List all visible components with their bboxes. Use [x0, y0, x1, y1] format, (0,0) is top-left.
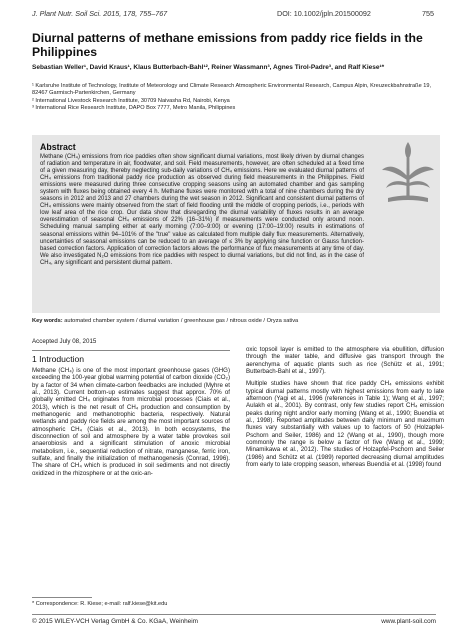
footer-divider	[32, 614, 436, 615]
affiliation-3: ³ International Rice Research Institute, DAPO Box 7777, Metro Manila, Philippines	[32, 105, 236, 112]
footnote-divider	[32, 597, 92, 598]
doi[interactable]: DOI: 10.1002/jpln.201500092	[277, 9, 371, 18]
journal-citation: J. Plant Nutr. Soil Sci. 2015, 178, 755–767	[32, 9, 168, 18]
correspondence-footnote: * Correspondence: R. Kiese; e-mail: ralf.kiese@kit.edu	[32, 601, 168, 607]
leaf-left-lower-icon	[386, 181, 407, 188]
leaf-left-upper-icon	[382, 167, 407, 180]
leaf-right-upper-icon	[409, 167, 434, 180]
intro-paragraph: oxic topsoil layer is emitted to the atmosphere via ebullition, diffusion through the water table, and diffusive gas transport through the aerenchyma of aquatic plants such as rice (Schütz et al., 1991; Butterbach-Bahl et al., 1997).	[246, 346, 444, 376]
grain-head-icon	[405, 142, 411, 160]
article-title: Diurnal patterns of methane emissions from paddy rice fields in the Philippines	[32, 31, 423, 59]
keywords	[32, 318, 432, 325]
affiliations	[32, 83, 432, 113]
abstract-text: Methane (CH₄) emissions from rice paddies often show significant diurnal variations, most likely driven by diurnal changes of radiation and temperature in air, floodwater, and soil. Field measurements, however, are often scheduled at a fixed time of a given measuring day, thereby neglecting sub-daily variations of CH₄ emissions. Here we evaluated diurnal patterns of CH₄ emissions from traditional paddy rice production as observed during field measurements in the Philippines. Field emissions were measured during three consecutive cropping seasons using an automated chamber and gas sampling system with fluxes being obtained every 4 h. Methane fluxes were monitored with a total of nine chambers during the dry seasons in 2012 and 2013 and 27 chambers during the wet season in 2012. Significant and consistent diurnal patterns of CH₄ emissions were mainly observed from the start of field flooding until the middle of cropping periods, i.e., periods with low leaf area of the rice crop. Our data show that disregarding the diurnal variability of fluxes results in an average overestimation of seasonal CH₄ emissions of 22% (16–31%) if measurements were conducted only around noon. Scheduling manual sampling either at early morning (7:00–9:00) or evening (17:00–19:00) results in estimations of seasonal emissions within 94–101% of the "true" value as calculated from multiple daily flux measurements. Alternatively, uncertainties of seasonal emissions can be reduced to an average of ≤ 3% by applying sine function or Gauss function-based correction factors. Application of correction factors allows the performance of flux measurements at any time of day. We also investigated N₂O emissions from rice paddies with respect to diurnal variations, but did not find, as in the case of CH₄, any significant and persistent diurnal pattern.	[40, 154, 364, 266]
section-divider	[32, 350, 230, 351]
abstract-heading: Abstract	[40, 142, 76, 152]
body-column-right	[246, 346, 444, 474]
intro-paragraph: Multiple studies have shown that rice paddy CH₄ emissions exhibit typical diurnal patterns mostly with highest emissions from early to late afternoon (Yagi et al., 1996 (references in Table 1); Wang et al., 1997; Aulakh et al., 2001). By contrast, only few studies report CH₄ emission peaks during night and/or early morning (Wang et al., 1990; Buendía et al., 1998). Reported amplitudes between daily minimum and maximum fluxes vary substantially with values up to factors of 50 (Holzapfel-Pschorn and Seiler, 1986) and 12 (Wang et al., 1990), though more commonly the range is below a factor of five (Wang et al., 1999; Minamikawa et al., 2012). The studies of Holzapfel-Pschorn and Seiler (1986) and Schütz et al. (1989) reported decreasing diurnal amplitudes from early to late cropping season, whereas Buendía et al. (1998) found	[246, 380, 444, 469]
journal-website-link[interactable]: www.plant-soil.com	[381, 618, 436, 625]
affiliation-2: ² International Livestock Research Institute, 30709 Naivasha Rd, Nairobi, Kenya	[32, 97, 230, 104]
leaf-right-lower-icon	[409, 181, 430, 188]
page-number: 755	[422, 9, 434, 18]
accepted-date: Accepted July 08, 2015	[32, 338, 97, 345]
body-column-left	[32, 367, 230, 482]
introduction-heading: 1 Introduction	[32, 354, 85, 364]
ground-icon	[388, 196, 428, 203]
rice-plant-graphic	[378, 140, 438, 208]
running-header	[32, 9, 434, 21]
author-list: Sebastian Weller¹, David Kraus¹, Klaus Butterbach-Bahl¹², Reiner Wassmann³, Agnes Tirol-Padre³, and Ralf Kiese¹*	[32, 64, 385, 71]
stem-icon	[406, 158, 409, 198]
intro-paragraph: Methane (CH₄) is one of the most important greenhouse gases (GHG) exceeding the 100-year global warming potential of carbon dioxide (CO₂) by a factor of 34 when climate-carbon feedbacks are included (Myhre et al., 2013). Current bottom-up estimates suggest that approx. 70% of globally emitted CH₄ originates from microbial processes (Ciais et al., 2013), which is the net result of CH₄ production and consumption by methanogenic and methanotrophic bacteria, respectively. Natural wetlands and paddy rice fields are among the most important sources of atmospheric CH₄ (Ciais et al., 2013). In both ecosystems, the disconnection of soil and atmosphere by a water table provokes soil anaerobiosis and a significant stimulation of anoxic microbial metabolism, i.e., sequential reduction of nitrate, manganese, ferric iron, sulfate, and finally the initialization of methanogenesis (Conrad, 1996). The share of CH₄ which is produced in soil sediments and not directly oxidized in the rhizosphere or at the oxic-an-	[32, 367, 230, 477]
keywords-text: automated chamber system / diurnal variation / greenhouse gas / nitrous oxide / Oryza sativa	[64, 318, 299, 324]
copyright-notice: © 2015 WILEY-VCH Verlag GmbH & Co. KGaA, Weinheim	[32, 618, 198, 625]
affiliation-1: ¹ Karlsruhe Institute of Technology, Institute of Meteorology and Climate Research Atmospheric Environmental Research, Campus Alpin, Kreuzeckbahnstraße 19, 82467 Garmisch-Partenkirchen, Germany	[32, 83, 432, 97]
keywords-label: Key words:	[32, 318, 63, 324]
